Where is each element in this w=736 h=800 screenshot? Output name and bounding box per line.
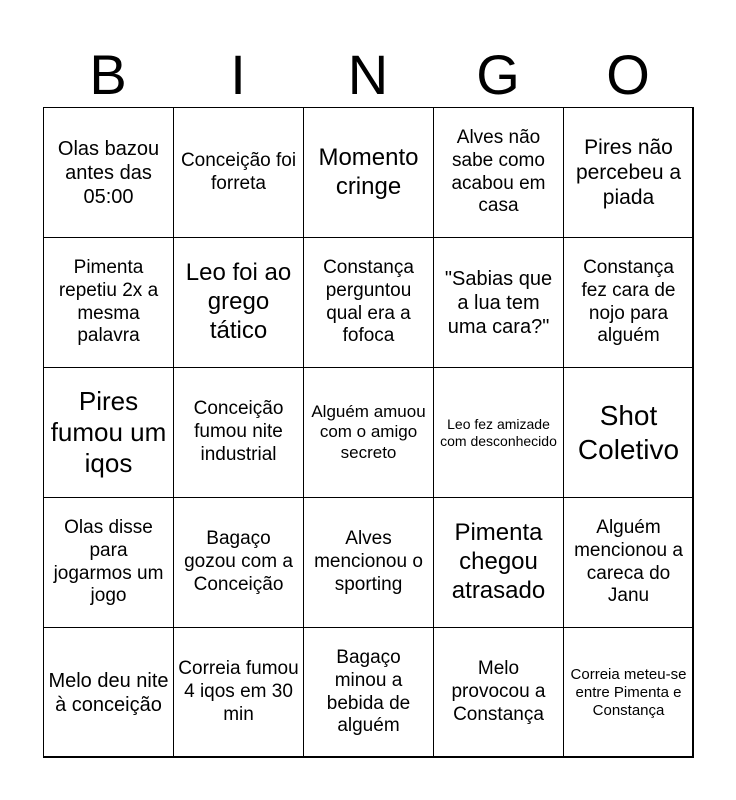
- bingo-cell[interactable]: Leo fez amizade com desconhecido: [433, 367, 564, 498]
- bingo-cell[interactable]: Bagaço gozou com a Conceição: [173, 497, 304, 628]
- bingo-cell[interactable]: Alves não sabe como acabou em casa: [433, 107, 564, 238]
- bingo-grid: [43, 107, 693, 757]
- bingo-cell[interactable]: Correia fumou 4 iqos em 30 min: [173, 627, 304, 758]
- bingo-cell[interactable]: Melo deu nite à conceição: [43, 627, 174, 758]
- header-letter-o: O: [606, 43, 650, 106]
- bingo-cell[interactable]: Olas disse para jogarmos um jogo: [43, 497, 174, 628]
- bingo-cell[interactable]: Momento cringe: [303, 107, 434, 238]
- bingo-cell[interactable]: Leo foi ao grego tático: [173, 237, 304, 368]
- bingo-cell[interactable]: Pimenta chegou atrasado: [433, 497, 564, 628]
- bingo-cell[interactable]: "Sabias que a lua tem uma cara?": [433, 237, 564, 368]
- bingo-header: [43, 44, 693, 106]
- bingo-cell[interactable]: Alguém mencionou a careca do Janu: [563, 497, 694, 628]
- bingo-cell[interactable]: Olas bazou antes das 05:00: [43, 107, 174, 238]
- bingo-cell[interactable]: Constança fez cara de nojo para alguém: [563, 237, 694, 368]
- bingo-cell[interactable]: Bagaço minou a bebida de alguém: [303, 627, 434, 758]
- header-letter-g: G: [476, 43, 520, 106]
- bingo-cell[interactable]: Melo provocou a Constança: [433, 627, 564, 758]
- bingo-cell[interactable]: Shot Coletivo: [563, 367, 694, 498]
- bingo-cell[interactable]: Conceição foi forreta: [173, 107, 304, 238]
- bingo-cell[interactable]: Pires fumou um iqos: [43, 367, 174, 498]
- bingo-cell[interactable]: Correia meteu-se entre Pimenta e Constança: [563, 627, 694, 758]
- header-letter-i: I: [230, 43, 246, 106]
- header-letter-n: N: [347, 43, 389, 106]
- bingo-cell[interactable]: Alves mencionou o sporting: [303, 497, 434, 628]
- bingo-cell[interactable]: Pimenta repetiu 2x a mesma palavra: [43, 237, 174, 368]
- bingo-cell[interactable]: Conceição fumou nite industrial: [173, 367, 304, 498]
- bingo-cell[interactable]: Pires não percebeu a piada: [563, 107, 694, 238]
- header-letter-b: B: [89, 43, 127, 106]
- bingo-cell[interactable]: Alguém amuou com o amigo secreto: [303, 367, 434, 498]
- bingo-cell[interactable]: Constança perguntou qual era a fofoca: [303, 237, 434, 368]
